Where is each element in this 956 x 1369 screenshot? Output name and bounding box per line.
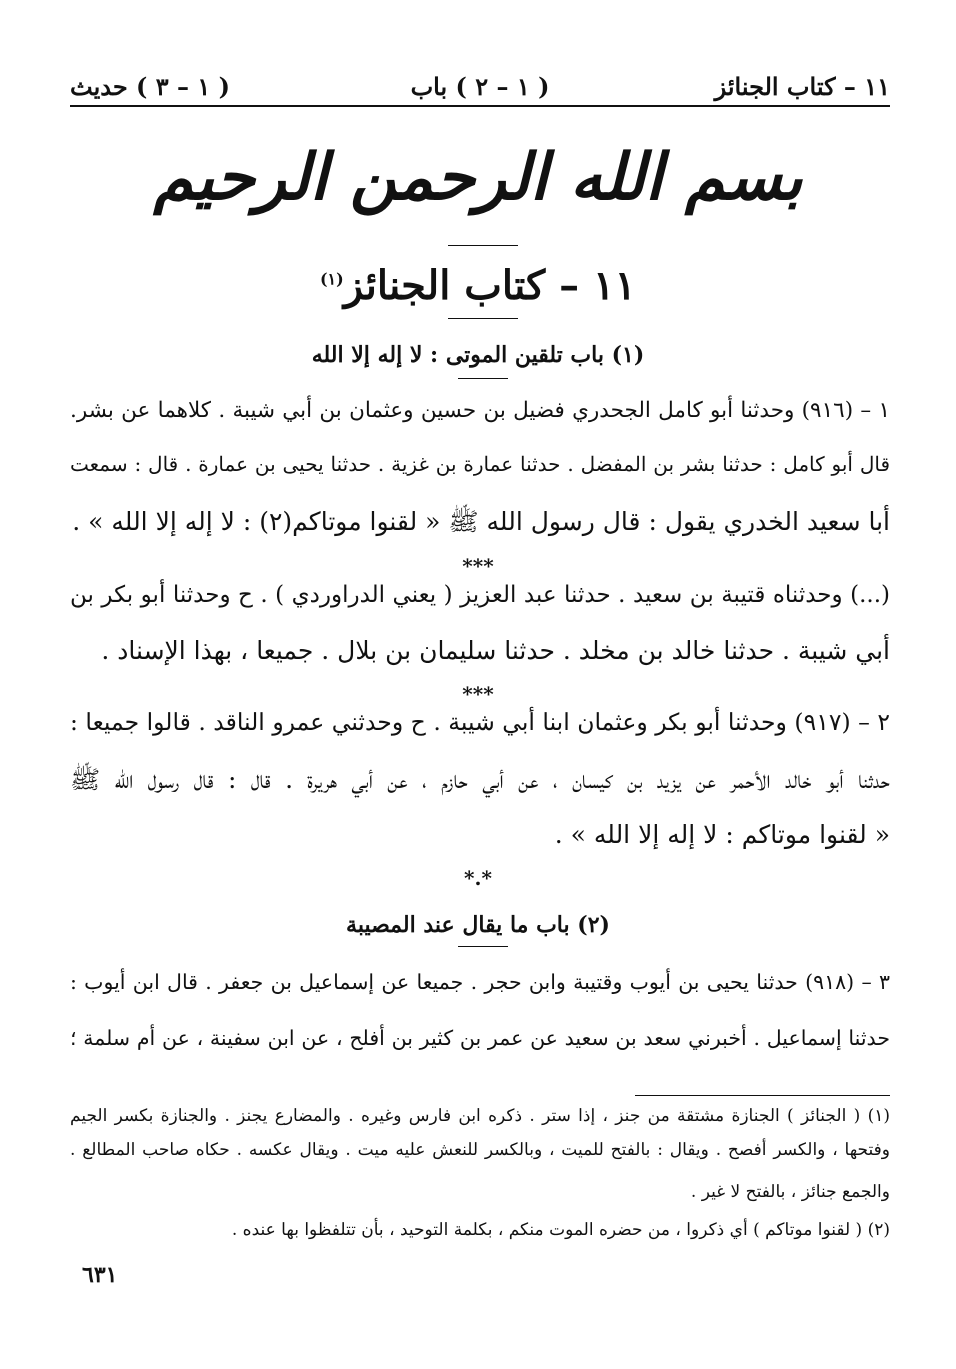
- header-chapter-range: ( ١ – ٢ ) باب: [410, 72, 550, 101]
- text-line: حدثنا إسماعيل . أخبرني سعد بن سعيد عن عمر بن كثير بن أفلح ، عن ابن سفينة ، عن أم سلمة ؛: [70, 1026, 890, 1050]
- basmala-calligraphy: بسم الله الرحمن الرحيم: [153, 140, 803, 215]
- text-line: ٣ – (٩١٨) حدثنا يحيى بن أيوب وقتيبة وابن حجر . جميعا عن إسماعيل بن جعفر . قال ابن أيوب :: [70, 970, 890, 994]
- chapter-rule-2: [458, 946, 508, 947]
- basmala-rule: [448, 245, 518, 246]
- chapter-rule-1: [458, 378, 508, 379]
- text-line: (...) وحدثناه قتيبة بن سعيد . حدثنا عبد العزيز ( يعني الدراوردي ) . ح وحدثنا أبو بكر بن: [70, 582, 890, 608]
- footnote-line: (٢) ( لقنوا موتاكم ) أي ذكروا ، من حضره الموت منكم ، بكلمة التوحيد ، بأن تتلفظوا بها عنده .: [231, 1220, 890, 1240]
- text-line: ١ – (٩١٦) وحدثنا أبو كامل الجحدري فضيل بن حسين وعثمان بن أبي شيبة . كلاهما عن بشر.: [70, 398, 890, 423]
- page-number: ٦٣١: [82, 1262, 118, 1288]
- text-line: حدثنا أبو خالد الأحمر عن يزيد بن كيسان ، عن أبي حازم ، عن أبي هريرة . قال : قال رسول الله ﷺ: [70, 765, 890, 794]
- chapter-heading-1: (١) باب تلقين الموتى : لا إله إلا الله: [311, 342, 645, 368]
- header-rule: [70, 105, 890, 107]
- title-rule: [448, 318, 518, 319]
- text-line: أبا سعيد الخدري يقول : قال رسول الله ﷺ « لقنوا موتاكم(٢) : لا إله إلا الله » .: [72, 507, 890, 536]
- text-line: أبي شيبة . حدثنا خالد بن مخلد . حدثنا سليمان بن بلال . جميعا ، بهذا الإسناد .: [101, 636, 890, 665]
- header-hadith-range: ( ١ – ٣ ) حديث: [70, 72, 230, 101]
- chapter-heading-2: (٢) باب ما يقال عند المصيبة: [346, 912, 610, 938]
- footnote-line: وفتحها ، والكسر أفصح . ويقال : بالفتح للميت ، وبالكسر للنعش عليه ميت . ويقال عكسه . حكاه صاحب المطالع .: [70, 1140, 890, 1160]
- header-book-title: ١١ – كتاب الجنائز: [714, 72, 890, 101]
- separator-stars: ***: [462, 682, 494, 706]
- section-divider: *.*: [464, 866, 492, 890]
- text-line: ٢ – (٩١٧) وحدثنا أبو بكر وعثمان ابنا أبي شيبة . ح وحدثني عمرو الناقد . قالوا جميعا :: [70, 708, 890, 736]
- footnote-line: والجمع جنائز ، بالفتح لا غير .: [690, 1182, 890, 1202]
- footnote-line: (١) ( الجنائز ) الجنازة مشتقة من جنز ، إذا ستر . ذكره ابن فارس وغيره . والمضارع يجنز . والجنازة بكسر الجيم: [70, 1106, 890, 1126]
- separator-stars: ***: [462, 554, 494, 578]
- footnote-rule: [635, 1095, 890, 1096]
- text-line: قال أبو كامل : حدثنا بشر بن المفضل . حدثنا عمارة بن غزية . حدثنا يحيى بن عمارة . قال : سمعت: [70, 452, 890, 476]
- running-header: [70, 66, 890, 106]
- text-line: « لقنوا موتاكم : لا إله إلا الله » .: [554, 820, 890, 849]
- book-title-text: ١١ – كتاب الجنائز: [343, 262, 637, 309]
- book-title-footnote-ref: (١): [319, 269, 344, 289]
- book-title: [0, 262, 956, 309]
